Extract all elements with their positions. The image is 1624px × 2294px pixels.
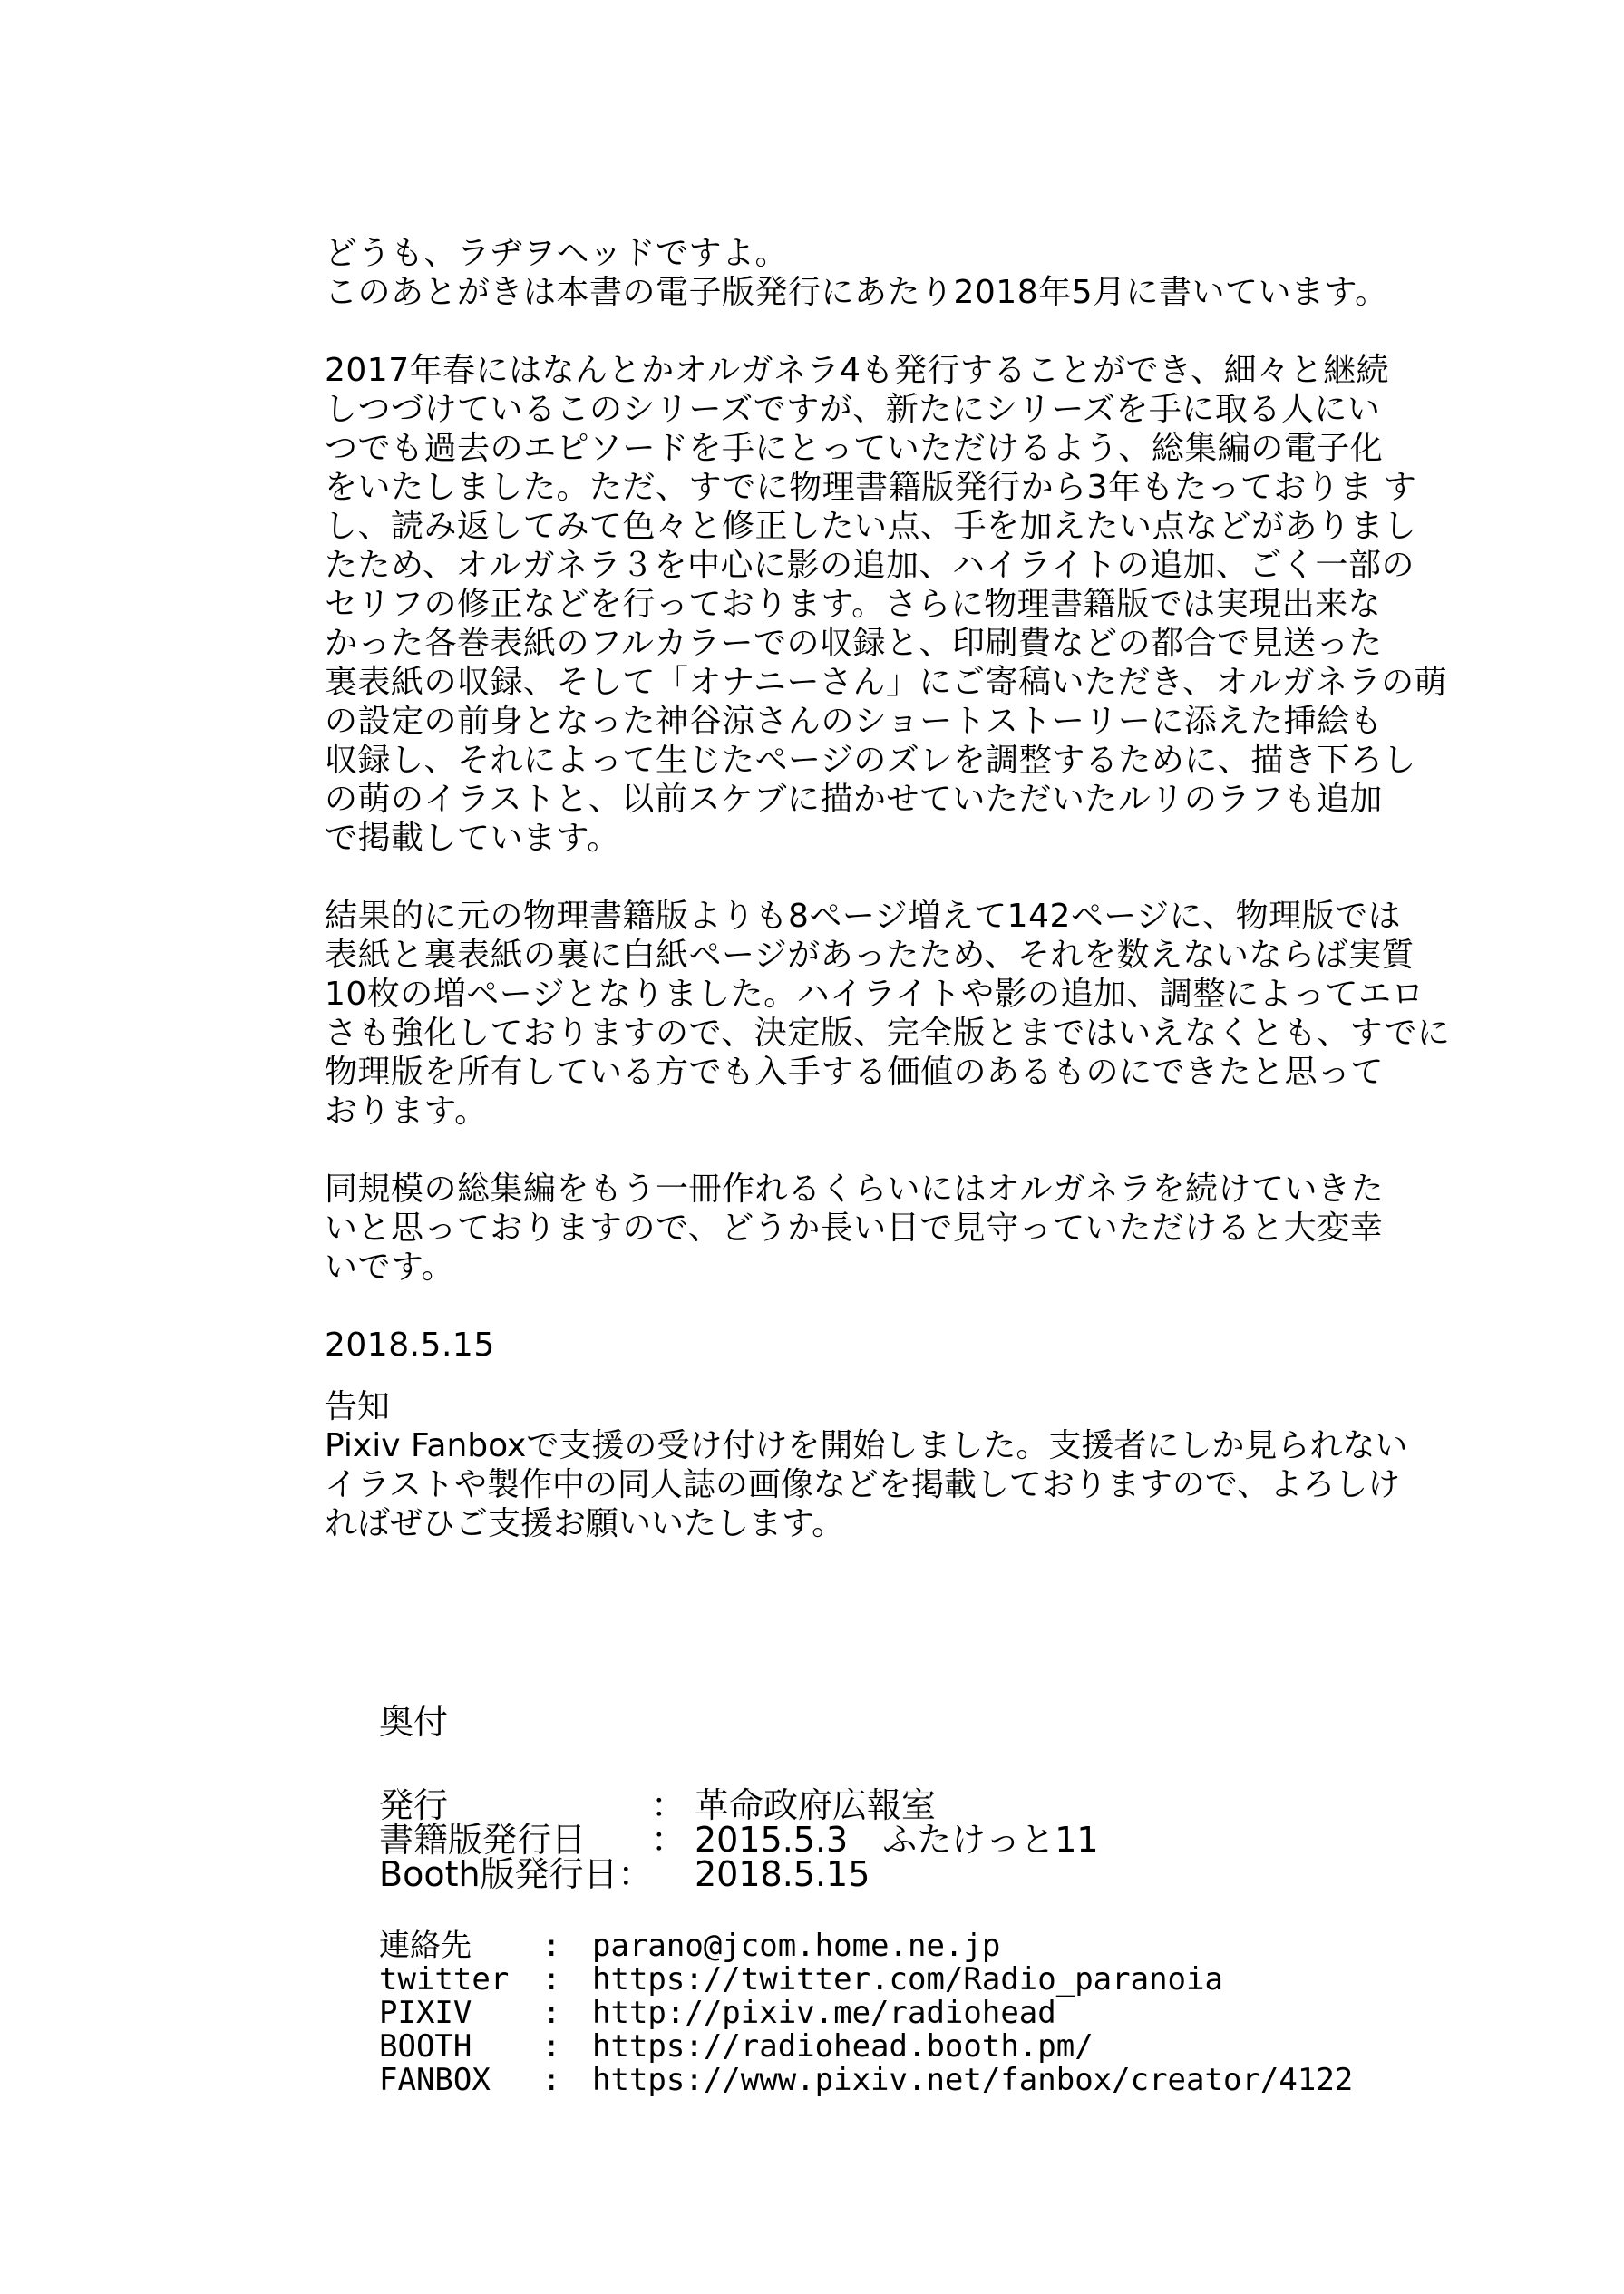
text-line: 表紙と裏表紙の裏に白紙ページがあったため、それを数えないならば実質 (325, 937, 1415, 974)
text-line: いです。 (325, 1249, 455, 1286)
notice-title: 告知 (325, 1388, 391, 1425)
contact-separator: : (542, 2028, 561, 2065)
colophon-key: Booth版発行日： (379, 1854, 653, 1894)
text-line: 物理版を所有している方でも入手する価値のあるものにできたと思って (325, 1054, 1385, 1091)
contact-key: FANBOX (379, 2062, 491, 2098)
afterword-paragraph (325, 351, 1448, 858)
colophon-key: 発行 (379, 1785, 449, 1825)
colophon-title: 奥付 (379, 1702, 449, 1742)
colophon (379, 1702, 1354, 2098)
contact-separator: : (542, 2062, 561, 2098)
contact-list (379, 1929, 1353, 2097)
contact-value: https://www.pixiv.net/fanbox/creator/4122 (592, 2062, 1354, 2098)
colophon-value: 2018.5.15 (695, 1854, 870, 1894)
contact-value: https://twitter.com/Radio_paranoia (592, 1961, 1223, 1998)
date-text: 2018.5.15 (325, 1327, 495, 1364)
text-line: おります。 (325, 1093, 488, 1130)
text-line: どうも、ラヂヲヘッドですよ。 (325, 235, 789, 272)
text-line: をいたしました。ただ、すでに物理書籍版発行から3年もたっておりま す (325, 469, 1417, 506)
notice-line: Pixiv Fanboxで支援の受け付けを開始しました。支援者にしか見られない (325, 1427, 1408, 1464)
afterword-paragraph (325, 1170, 1395, 1287)
contact-row-fanbox (379, 2064, 1353, 2097)
contact-row-twitter (379, 1963, 1353, 1997)
contact-key: BOOTH (379, 2028, 472, 2065)
colophon-publisher-row (379, 1785, 1353, 1825)
contact-row-booth (379, 2030, 1353, 2064)
text-line: いと思っておりますので、どうか長い目で見守っていただけると大変幸 (325, 1210, 1384, 1247)
text-line: 10枚の増ページとなりました。ハイライトや影の追加、調整によってエロ (325, 976, 1425, 1013)
text-line: たため、オルガネラ３を中心に影の追加、ハイライトの追加、ごく一部の (325, 547, 1415, 584)
afterword-date (325, 1326, 1395, 1365)
colophon-booth-date-row (379, 1854, 1353, 1894)
text-line: 収録し、それによって生じたページのズレを調整するために、描き下ろし (325, 742, 1416, 779)
notice (325, 1387, 1408, 1543)
contact-row-pixiv (379, 1997, 1353, 2030)
text-line: 裏表紙の収録、そして「オナニーさん」にご寄稿いただき、オルガネラの萌 (325, 664, 1448, 701)
colophon-value: 革命政府広報室 (695, 1785, 937, 1825)
contact-value: https://radiohead.booth.pm/ (592, 2028, 1094, 2065)
colophon-separator: ： (651, 1820, 686, 1860)
text-line: の設定の前身となった神谷涼さんのショートストーリーに添えた挿絵も (325, 703, 1383, 740)
text-line: で掲載しています。 (325, 820, 620, 857)
contact-separator: : (542, 1961, 561, 1998)
contact-value: http://pixiv.me/radiohead (592, 1995, 1056, 2031)
contact-key: twitter (379, 1961, 510, 1998)
contact-row-email (379, 1929, 1353, 1963)
text-line: しつづけているこのシリーズですが、新たにシリーズを手に取る人にい (325, 391, 1381, 428)
text-line: セリフの修正などを行っております。さらに物理書籍版では実現出来な (325, 586, 1382, 623)
text-line: かった各巻表紙のフルカラーでの収録と、印刷費などの都合で見送った (325, 625, 1383, 662)
text-line: の萌のイラストと、以前スケブに描かせていただいたルリのラフも追加 (325, 781, 1383, 818)
colophon-separator: ： (651, 1785, 686, 1825)
text-line: このあとがきは本書の電子版発行にあたり2018年5月に書いています。 (325, 274, 1388, 311)
text-line: さも強化しておりますので、決定版、完全版とまではいえなくとも、すでに (325, 1015, 1451, 1052)
afterword-paragraph (325, 234, 1395, 312)
text-line: 2017年春にはなんとかオルガネラ4も発行することができ、細々と継続 (325, 352, 1390, 389)
afterword-paragraph (325, 897, 1451, 1131)
text-line: 同規模の総集編をもう一冊作れるくらいにはオルガネラを続けていきた (325, 1171, 1385, 1208)
notice-line: イラストや製作中の同人誌の画像などを掲載しておりますので、よろしけ (325, 1466, 1401, 1503)
contact-key: PIXIV (379, 1995, 472, 2031)
text-line: つでも過去のエピソードを手にとっていただけるよう、総集編の電子化 (325, 430, 1384, 467)
colophon-value: 2015.5.3 ふたけっと11 (695, 1820, 1099, 1860)
contact-separator: : (542, 1928, 561, 1964)
contact-key: 連絡先 (379, 1928, 472, 1964)
colophon-key: 書籍版発行日 (379, 1820, 587, 1860)
colophon-book-date-row (379, 1820, 1353, 1860)
contact-separator: : (542, 1995, 561, 2031)
afterword (325, 234, 1451, 1404)
notice-line: ればぜひご支援お願いいたします。 (325, 1505, 845, 1542)
text-line: し、読み返してみて色々と修正したい点、手を加えたい点などがありまし (325, 508, 1417, 545)
text-line: 結果的に元の物理書籍版よりも8ページ増えて142ページに、物理版では (325, 898, 1402, 935)
contact-value: parano@jcom.home.ne.jp (592, 1928, 1001, 1964)
